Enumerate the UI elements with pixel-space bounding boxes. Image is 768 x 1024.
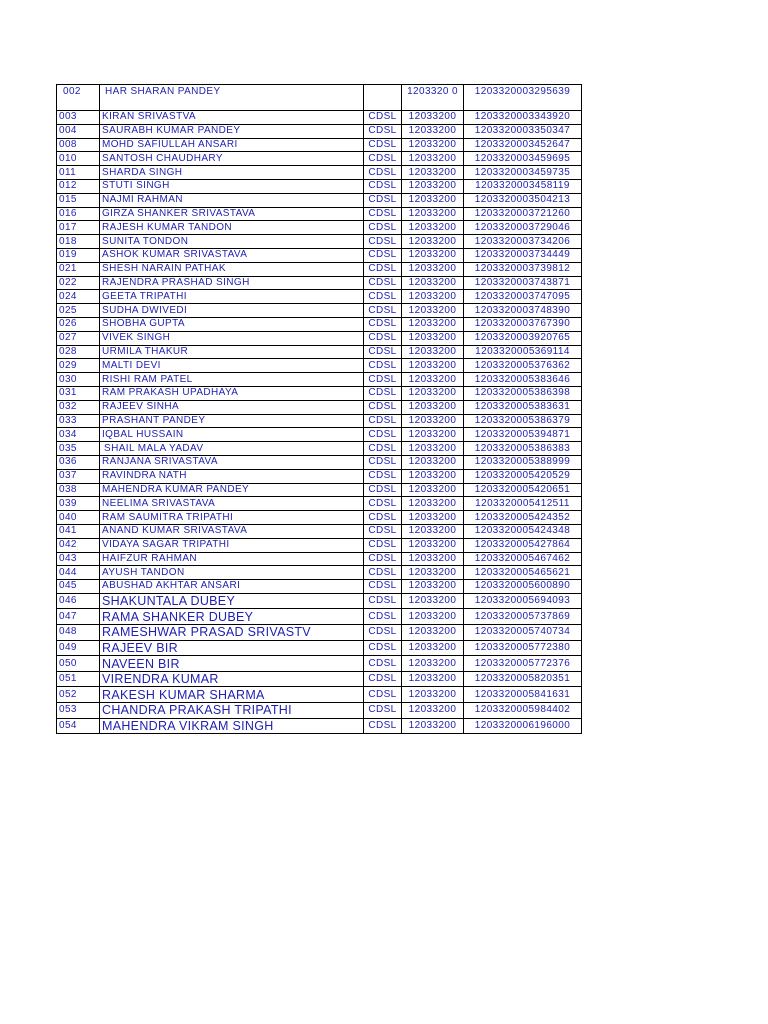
folio-number-cell: 024: [57, 290, 100, 304]
holder-name-cell: SUNITA TONDON: [100, 235, 364, 249]
folio-number-cell: 033: [57, 414, 100, 428]
table-row: [57, 331, 582, 345]
depository-cell: CDSL: [364, 248, 402, 262]
table-row: [57, 235, 582, 249]
depository-cell: CDSL: [364, 193, 402, 207]
folio-number-cell: 028: [57, 345, 100, 359]
dp-id-cell: 12033200: [402, 290, 464, 304]
table-row: [57, 345, 582, 359]
client-account-cell: 1203320005984402: [464, 703, 582, 719]
table-row: [57, 538, 582, 552]
holder-name-cell: SHARDA SINGH: [100, 166, 364, 180]
depository-cell: CDSL: [364, 166, 402, 180]
folio-number-cell: 025: [57, 304, 100, 318]
client-account-cell: 1203320003459695: [464, 152, 582, 166]
client-account-cell: 1203320003504213: [464, 193, 582, 207]
folio-number-cell: 017: [57, 221, 100, 235]
holder-name-cell: VIVEK SINGH: [100, 331, 364, 345]
client-account-cell: 1203320005424348: [464, 524, 582, 538]
folio-number-cell: 047: [57, 609, 100, 625]
depository-cell: CDSL: [364, 687, 402, 703]
dp-id-cell: 12033200: [402, 566, 464, 580]
dp-id-cell: 12033200: [402, 687, 464, 703]
depository-cell: CDSL: [364, 304, 402, 318]
client-account-cell: 1203320003920765: [464, 331, 582, 345]
table-row: [57, 524, 582, 538]
holder-name-cell: ASHOK KUMAR SRIVASTAVA: [100, 248, 364, 262]
dp-id-cell: 12033200: [402, 193, 464, 207]
client-account-cell: 1203320005694093: [464, 593, 582, 609]
table-row: [57, 552, 582, 566]
table-row: [57, 428, 582, 442]
holder-name-cell: CHANDRA PRAKASH TRIPATHI: [100, 703, 364, 719]
dp-id-cell: 12033200: [402, 124, 464, 138]
depository-cell: CDSL: [364, 221, 402, 235]
client-account-cell: 1203320005420651: [464, 483, 582, 497]
folio-number-cell: 037: [57, 469, 100, 483]
folio-number-cell: 031: [57, 386, 100, 400]
dp-id-cell: 12033200: [402, 359, 464, 373]
holder-name-cell: ABUSHAD AKHTAR ANSARI: [100, 580, 364, 594]
dp-id-cell: 12033200: [402, 640, 464, 656]
table-row: [57, 656, 582, 672]
dp-id-cell: 12033200: [402, 497, 464, 511]
client-account-cell: 1203320005772380: [464, 640, 582, 656]
table-row: [57, 359, 582, 373]
dp-id-cell: 12033200: [402, 524, 464, 538]
table-row: [57, 511, 582, 525]
depository-cell: CDSL: [364, 703, 402, 719]
folio-number-cell: 015: [57, 193, 100, 207]
depository-cell: CDSL: [364, 524, 402, 538]
dp-id-cell: 12033200: [402, 221, 464, 235]
depository-cell: CDSL: [364, 235, 402, 249]
holder-name-cell: SHOBHA GUPTA: [100, 317, 364, 331]
client-account-cell: 1203320003747095: [464, 290, 582, 304]
client-account-cell: 1203320005383631: [464, 400, 582, 414]
client-account-cell: 1203320005369114: [464, 345, 582, 359]
client-account-cell: 1203320005420529: [464, 469, 582, 483]
dp-id-cell: 12033200: [402, 235, 464, 249]
depository-cell: CDSL: [364, 386, 402, 400]
dp-id-cell: 12033200: [402, 469, 464, 483]
folio-number-cell: 049: [57, 640, 100, 656]
depository-cell: CDSL: [364, 276, 402, 290]
table-row: [57, 373, 582, 387]
holder-name-cell: IQBAL HUSSAIN: [100, 428, 364, 442]
client-account-cell: 1203320003734206: [464, 235, 582, 249]
dp-id-cell: 12033200: [402, 207, 464, 221]
folio-number-cell: 004: [57, 124, 100, 138]
depository-cell: CDSL: [364, 124, 402, 138]
holder-name-cell: URMILA THAKUR: [100, 345, 364, 359]
depository-cell: CDSL: [364, 625, 402, 641]
folio-number-cell: 002: [57, 85, 100, 111]
table-row: [57, 248, 582, 262]
depository-cell: [364, 85, 402, 111]
depository-cell: CDSL: [364, 359, 402, 373]
client-account-cell: 1203320005465621: [464, 566, 582, 580]
folio-number-cell: 040: [57, 511, 100, 525]
table-row: [57, 290, 582, 304]
client-account-cell: 1203320003767390: [464, 317, 582, 331]
holder-name-cell: SHESH NARAIN PATHAK: [100, 262, 364, 276]
dp-id-cell: 12033200: [402, 373, 464, 387]
holder-name-cell: RAMA SHANKER DUBEY: [100, 609, 364, 625]
depository-cell: CDSL: [364, 290, 402, 304]
table-row: [57, 317, 582, 331]
folio-number-cell: 026: [57, 317, 100, 331]
holder-name-cell: RANJANA SRIVASTAVA: [100, 455, 364, 469]
holder-name-cell: RAM PRAKASH UPADHAYA: [100, 386, 364, 400]
folio-number-cell: 029: [57, 359, 100, 373]
table-row: [57, 455, 582, 469]
client-account-cell: 1203320005383646: [464, 373, 582, 387]
folio-number-cell: 036: [57, 455, 100, 469]
depository-cell: CDSL: [364, 656, 402, 672]
holder-name-cell: KIRAN SRIVASTVA: [100, 111, 364, 125]
depository-cell: CDSL: [364, 483, 402, 497]
holder-name-cell: MAHENDRA KUMAR PANDEY: [100, 483, 364, 497]
table-row: [57, 138, 582, 152]
table-row: [57, 276, 582, 290]
holder-name-cell: HAR SHARAN PANDEY: [100, 85, 364, 111]
folio-number-cell: 003: [57, 111, 100, 125]
folio-number-cell: 018: [57, 235, 100, 249]
dp-id-cell: 12033200: [402, 179, 464, 193]
table-row: [57, 687, 582, 703]
holder-name-cell: STUTI SINGH: [100, 179, 364, 193]
folio-number-cell: 035: [57, 442, 100, 456]
table-row: [57, 400, 582, 414]
holder-name-cell: NAJMI RAHMAN: [100, 193, 364, 207]
client-account-cell: 1203320005388999: [464, 455, 582, 469]
depository-cell: CDSL: [364, 373, 402, 387]
dp-id-cell: 12033200: [402, 317, 464, 331]
depository-cell: CDSL: [364, 111, 402, 125]
client-account-cell: 1203320005600890: [464, 580, 582, 594]
dp-id-cell: 12033200: [402, 593, 464, 609]
client-account-cell: 1203320003343920: [464, 111, 582, 125]
folio-number-cell: 016: [57, 207, 100, 221]
dp-id-cell: 12033200: [402, 703, 464, 719]
table-row: [57, 414, 582, 428]
holder-name-cell: SANTOSH CHAUDHARY: [100, 152, 364, 166]
depository-cell: CDSL: [364, 609, 402, 625]
holder-name-cell: PRASHANT PANDEY: [100, 414, 364, 428]
depository-cell: CDSL: [364, 345, 402, 359]
depository-cell: CDSL: [364, 442, 402, 456]
client-account-cell: 1203320005386379: [464, 414, 582, 428]
holder-name-cell: VIRENDRA KUMAR: [100, 671, 364, 687]
dp-id-cell: 12033200: [402, 345, 464, 359]
holder-name-cell: RAM SAUMITRA TRIPATHI: [100, 511, 364, 525]
holder-name-cell: HAIFZUR RAHMAN: [100, 552, 364, 566]
dp-id-cell: 12033200: [402, 262, 464, 276]
table-row: [57, 221, 582, 235]
client-account-cell: 1203320003729046: [464, 221, 582, 235]
holder-name-cell: RAKESH KUMAR SHARMA: [100, 687, 364, 703]
dp-id-cell: 12033200: [402, 718, 464, 734]
dp-id-cell: 12033200: [402, 400, 464, 414]
holder-name-cell: VIDAYA SAGAR TRIPATHI: [100, 538, 364, 552]
holder-name-cell: SHAIL MALA YADAV: [100, 442, 364, 456]
dp-id-cell: 12033200: [402, 442, 464, 456]
dp-id-cell: 12033200: [402, 483, 464, 497]
dp-id-cell: 12033200: [402, 455, 464, 469]
folio-number-cell: 043: [57, 552, 100, 566]
table-row: [57, 718, 582, 734]
client-account-cell: 1203320003734449: [464, 248, 582, 262]
holder-name-cell: NEELIMA SRIVASTAVA: [100, 497, 364, 511]
holder-name-cell: RAJENDRA PRASHAD SINGH: [100, 276, 364, 290]
table-row: [57, 193, 582, 207]
depository-cell: CDSL: [364, 671, 402, 687]
holder-name-cell: SHAKUNTALA DUBEY: [100, 593, 364, 609]
folio-number-cell: 048: [57, 625, 100, 641]
depository-cell: CDSL: [364, 179, 402, 193]
client-account-cell: 1203320006196000: [464, 718, 582, 734]
client-account-cell: 1203320005820351: [464, 671, 582, 687]
depository-cell: CDSL: [364, 566, 402, 580]
folio-number-cell: 022: [57, 276, 100, 290]
client-account-cell: 1203320005772376: [464, 656, 582, 672]
depository-cell: CDSL: [364, 152, 402, 166]
holder-name-cell: RAMESHWAR PRASAD SRIVASTV: [100, 625, 364, 641]
client-account-cell: 1203320003459735: [464, 166, 582, 180]
folio-number-cell: 045: [57, 580, 100, 594]
folio-number-cell: 019: [57, 248, 100, 262]
folio-number-cell: 052: [57, 687, 100, 703]
holder-name-cell: MALTI DEVI: [100, 359, 364, 373]
dp-id-cell: 12033200: [402, 248, 464, 262]
table-row: [57, 671, 582, 687]
client-account-cell: 1203320005412511: [464, 497, 582, 511]
depository-cell: CDSL: [364, 640, 402, 656]
folio-number-cell: 010: [57, 152, 100, 166]
folio-number-cell: 046: [57, 593, 100, 609]
client-account-cell: 1203320005841631: [464, 687, 582, 703]
table-row: [57, 166, 582, 180]
table-row: [57, 703, 582, 719]
folio-number-cell: 039: [57, 497, 100, 511]
holder-name-cell: RISHI RAM PATEL: [100, 373, 364, 387]
holder-name-cell: RAJESH KUMAR TANDON: [100, 221, 364, 235]
depository-cell: CDSL: [364, 414, 402, 428]
holder-name-cell: GIRZA SHANKER SRIVASTAVA: [100, 207, 364, 221]
folio-number-cell: 008: [57, 138, 100, 152]
dp-id-cell: 12033200: [402, 671, 464, 687]
depository-cell: CDSL: [364, 511, 402, 525]
depository-cell: CDSL: [364, 317, 402, 331]
holder-name-cell: MAHENDRA VIKRAM SINGH: [100, 718, 364, 734]
depository-cell: CDSL: [364, 538, 402, 552]
client-account-cell: 1203320005427864: [464, 538, 582, 552]
holder-name-cell: SUDHA DWIVEDI: [100, 304, 364, 318]
depository-cell: CDSL: [364, 718, 402, 734]
dp-id-cell: 12033200: [402, 609, 464, 625]
depository-cell: CDSL: [364, 552, 402, 566]
holder-name-cell: AYUSH TANDON: [100, 566, 364, 580]
table-row: [57, 442, 582, 456]
dp-id-cell: 12033200: [402, 166, 464, 180]
dp-id-cell: 12033200: [402, 152, 464, 166]
dp-id-cell: 12033200: [402, 386, 464, 400]
table-row: [57, 469, 582, 483]
folio-number-cell: 032: [57, 400, 100, 414]
shareholder-table: [56, 84, 582, 734]
dp-id-cell: 1203320 0: [402, 85, 464, 111]
shareholder-table-body: [57, 85, 582, 734]
client-account-cell: 1203320003748390: [464, 304, 582, 318]
holder-name-cell: ANAND KUMAR SRIVASTAVA: [100, 524, 364, 538]
holder-name-cell: RAVINDRA NATH: [100, 469, 364, 483]
client-account-cell: 1203320005386398: [464, 386, 582, 400]
dp-id-cell: 12033200: [402, 304, 464, 318]
folio-number-cell: 050: [57, 656, 100, 672]
table-row: [57, 593, 582, 609]
folio-number-cell: 038: [57, 483, 100, 497]
depository-cell: CDSL: [364, 580, 402, 594]
dp-id-cell: 12033200: [402, 428, 464, 442]
folio-number-cell: 053: [57, 703, 100, 719]
depository-cell: CDSL: [364, 400, 402, 414]
folio-number-cell: 044: [57, 566, 100, 580]
folio-number-cell: 034: [57, 428, 100, 442]
table-row: [57, 609, 582, 625]
dp-id-cell: 12033200: [402, 331, 464, 345]
depository-cell: CDSL: [364, 331, 402, 345]
depository-cell: CDSL: [364, 207, 402, 221]
depository-cell: CDSL: [364, 428, 402, 442]
dp-id-cell: 12033200: [402, 511, 464, 525]
depository-cell: CDSL: [364, 455, 402, 469]
table-row: [57, 566, 582, 580]
folio-number-cell: 042: [57, 538, 100, 552]
holder-name-cell: SAURABH KUMAR PANDEY: [100, 124, 364, 138]
folio-number-cell: 041: [57, 524, 100, 538]
table-row: [57, 207, 582, 221]
holder-name-cell: RAJEEV SINHA: [100, 400, 364, 414]
table-row: [57, 497, 582, 511]
client-account-cell: 1203320005737869: [464, 609, 582, 625]
folio-number-cell: 030: [57, 373, 100, 387]
dp-id-cell: 12033200: [402, 414, 464, 428]
depository-cell: CDSL: [364, 469, 402, 483]
table-row: [57, 304, 582, 318]
dp-id-cell: 12033200: [402, 111, 464, 125]
client-account-cell: 1203320003458119: [464, 179, 582, 193]
dp-id-cell: 12033200: [402, 580, 464, 594]
holder-name-cell: GEETA TRIPATHI: [100, 290, 364, 304]
folio-number-cell: 011: [57, 166, 100, 180]
dp-id-cell: 12033200: [402, 138, 464, 152]
client-account-cell: 1203320003295639: [464, 85, 582, 111]
holder-name-cell: NAVEEN BIR: [100, 656, 364, 672]
table-row: [57, 483, 582, 497]
folio-number-cell: 051: [57, 671, 100, 687]
client-account-cell: 1203320005376362: [464, 359, 582, 373]
table-row: [57, 85, 582, 111]
dp-id-cell: 12033200: [402, 656, 464, 672]
holder-name-cell: RAJEEV BIR: [100, 640, 364, 656]
depository-cell: CDSL: [364, 262, 402, 276]
table-row: [57, 152, 582, 166]
client-account-cell: 1203320003452647: [464, 138, 582, 152]
client-account-cell: 1203320005394871: [464, 428, 582, 442]
client-account-cell: 1203320005424352: [464, 511, 582, 525]
dp-id-cell: 12033200: [402, 538, 464, 552]
client-account-cell: 1203320005386383: [464, 442, 582, 456]
dp-id-cell: 12033200: [402, 625, 464, 641]
holder-name-cell: MOHD SAFIULLAH ANSARI: [100, 138, 364, 152]
client-account-cell: 1203320003739812: [464, 262, 582, 276]
table-row: [57, 386, 582, 400]
depository-cell: CDSL: [364, 593, 402, 609]
client-account-cell: 1203320003721260: [464, 207, 582, 221]
client-account-cell: 1203320005740734: [464, 625, 582, 641]
table-row: [57, 262, 582, 276]
table-row: [57, 625, 582, 641]
client-account-cell: 1203320003350347: [464, 124, 582, 138]
folio-number-cell: 012: [57, 179, 100, 193]
depository-cell: CDSL: [364, 497, 402, 511]
dp-id-cell: 12033200: [402, 276, 464, 290]
table-row: [57, 179, 582, 193]
table-row: [57, 111, 582, 125]
folio-number-cell: 027: [57, 331, 100, 345]
table-row: [57, 124, 582, 138]
dp-id-cell: 12033200: [402, 552, 464, 566]
client-account-cell: 1203320005467462: [464, 552, 582, 566]
depository-cell: CDSL: [364, 138, 402, 152]
folio-number-cell: 021: [57, 262, 100, 276]
table-row: [57, 580, 582, 594]
folio-number-cell: 054: [57, 718, 100, 734]
table-row: [57, 640, 582, 656]
client-account-cell: 1203320003743871: [464, 276, 582, 290]
